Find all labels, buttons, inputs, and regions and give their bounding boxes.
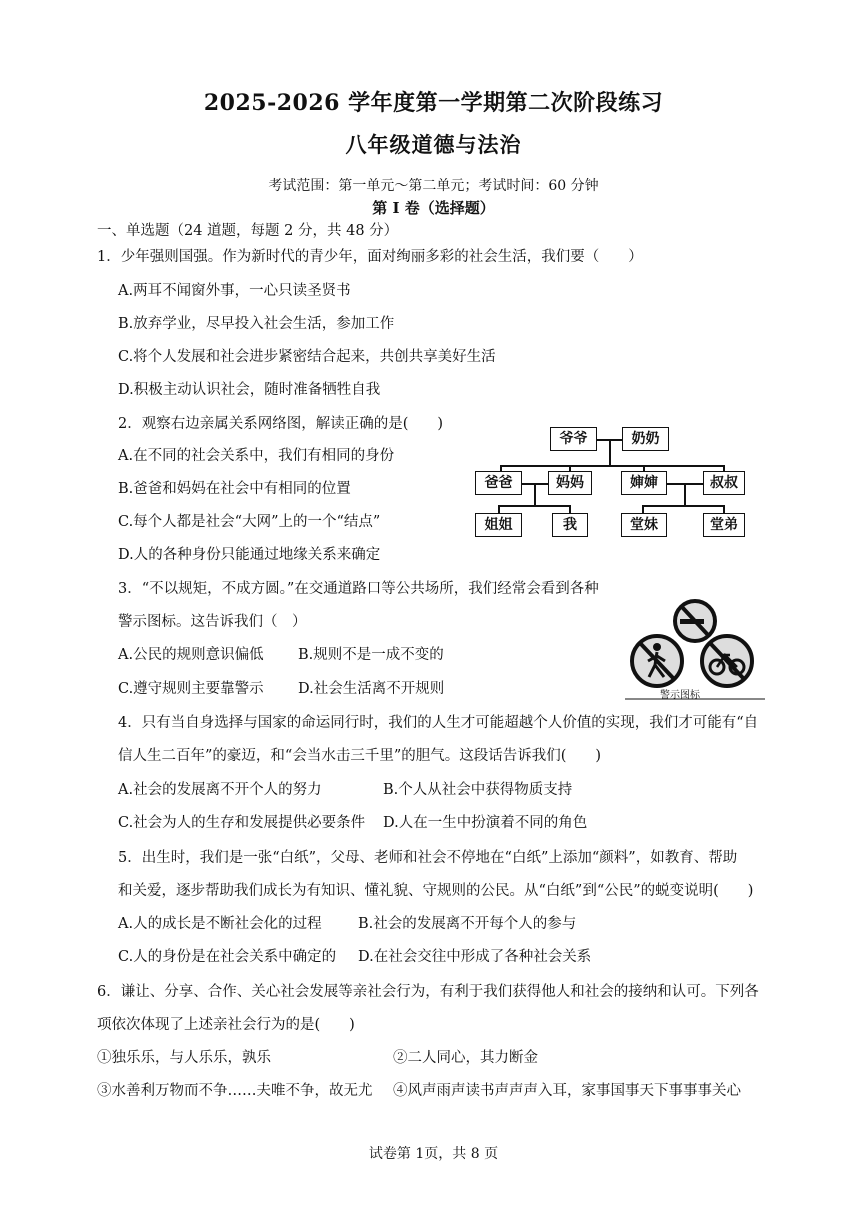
question-4-option-d: D.人在一生中扮演着不同的角色 [383,815,588,831]
question-6-item-3: ③水善利万物而不争……夫唯不争，故无尤 [97,1083,373,1099]
question-6-item-4: ④风声雨声读书声声声入耳，家事国事天下事事事关心 [393,1083,741,1099]
warning-signs-caption: 警示图标 [660,690,700,701]
volume-title: 第 I 卷（选择题） [372,199,495,217]
node-mom: 妈妈 [548,471,592,495]
exam-title: 2025-2026 学年度第一学期第二次阶段练习 [203,90,664,116]
question-5-stem: 5．出生时，我们是一张“白纸”，父母、老师和社会不停地在“白纸”上添加“颜料”，如教育、帮助 [118,850,738,866]
question-1-option-d: D.积极主动认识社会，随时准备牺牲自我 [118,382,381,398]
no-smoking-sign-icon [675,601,715,641]
question-1-option-b: B.放弃学业，尽早投入社会生活，参加工作 [118,316,395,332]
question-5-option-b: B.社会的发展离不开每个人的参与 [358,916,577,932]
no-bicycle-sign-icon [702,636,752,686]
connector-line [642,505,724,507]
question-6-item-2: ②二人同心，其力断金 [393,1050,538,1066]
question-4-option-b: B.个人从社会中获得物质支持 [383,782,573,798]
exam-subject: 八年级道德与法治 [345,132,522,157]
connector-line [498,505,570,507]
connector-line [534,483,536,505]
connector-line [609,439,611,465]
node-dad: 爸爸 [475,471,522,495]
question-1-stem: 1．少年强则国强。作为新时代的青少年，面对绚丽多彩的社会生活，我们要（ ） [97,249,643,265]
node-sister: 姐姐 [475,513,522,537]
node-uncle: 叔叔 [703,471,745,495]
question-3-option-d: D.社会生活离不开规则 [298,681,445,697]
question-4-stem-cont: 信人生二百年”的豪迈，和“会当水击三千里”的胆气。这段话告诉我们( ) [118,748,602,764]
question-3-option-c: C.遵守规则主要靠警示 [118,681,264,697]
question-2-option-a: A.在不同的社会关系中，我们有相同的身份 [118,448,395,464]
question-6-stem-cont: 项依次体现了上述亲社会行为的是( ) [97,1017,355,1033]
question-4-stem: 4．只有当自身选择与国家的命运同行时，我们的人生才可能超越个人价值的实现，我们才可能有“自 [118,715,759,731]
connector-line [500,465,724,467]
question-3-option-a: A.公民的规则意识偏低 [118,647,264,663]
page-number: 试卷第 1页，共 8 页 [368,1146,499,1162]
question-1-option-a: A.两耳不闻窗外事，一心只读圣贤书 [118,283,351,299]
exam-info: 考试范围：第一单元～第二单元；考试时间：60 分钟 [268,178,599,194]
connector-line [569,505,571,513]
connector-line [723,505,725,513]
node-grandma: 奶奶 [622,427,669,451]
question-5-option-d: D.在社会交往中形成了各种社会关系 [358,949,592,965]
question-6-stem: 6．谦让、分享、合作、关心社会发展等亲社会行为，有利于我们获得他人和社会的接纳和认可。下列各 [97,984,759,1000]
question-3-option-b: B.规则不是一成不变的 [298,647,444,663]
node-grandpa: 爷爷 [550,427,597,451]
question-4-option-a: A.社会的发展离不开个人的努力 [118,782,322,798]
node-cousin-m: 堂弟 [703,513,745,537]
connector-line [642,505,644,513]
question-4-option-c: C.社会为人的生存和发展提供必要条件 [118,815,366,831]
question-2-stem: 2．观察右边亲属关系网络图，解读正确的是( ) [118,416,444,432]
node-aunt: 婶婶 [621,471,667,495]
question-3-stem: 3．“不以规矩，不成方圆。”在交通道路口等公共场所，我们经常会看到各种 [118,581,599,597]
node-cousin-f: 堂妹 [621,513,667,537]
question-3-stem-cont: 警示图标。这告诉我们（ ） [118,614,307,630]
question-1-option-c: C.将个人发展和社会进步紧密结合起来，共创共享美好生活 [118,349,496,365]
question-5-option-c: C.人的身份是在社会关系中确定的 [118,949,337,965]
question-6-item-1: ①独乐乐，与人乐乐，孰乐 [97,1050,271,1066]
no-pedestrian-sign-icon [632,636,682,686]
section-title: 一、单选题（24 道题，每题 2 分，共 48 分） [97,223,399,239]
connector-line [684,483,686,505]
connector-line [498,505,500,513]
question-5-option-a: A.人的成长是不断社会化的过程 [118,916,322,932]
question-2-option-c: C.每个人都是社会“大网”上的一个“结点” [118,514,381,530]
node-me: 我 [552,513,588,537]
question-2-option-d: D.人的各种身份只能通过地缘关系来确定 [118,547,381,563]
question-2-option-b: B.爸爸和妈妈在社会中有相同的位置 [118,481,351,497]
question-5-stem-cont: 和关爱，逐步帮助我们成长为有知识、懂礼貌、守规则的公民。从“白纸”到“公民”的蜕变说明( ) [118,883,754,899]
